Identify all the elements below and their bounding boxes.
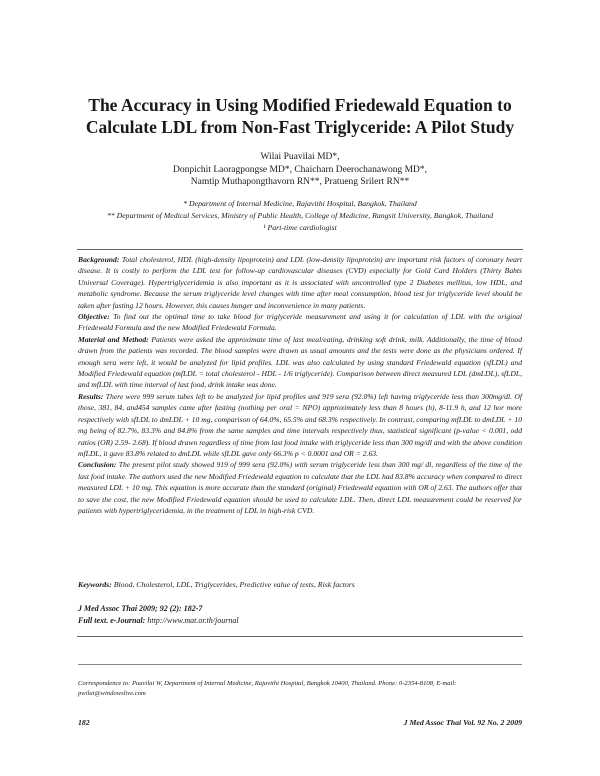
objective-label: Objective: — [78, 312, 110, 322]
objective-text: To find out the optimal time to take blood for triglyceride measurement and using it for calculation of LDL with the original Friedewald Formula and the new Modified Friedewald Formula. — [78, 312, 522, 333]
affiliation-3: ¹ Part-time cardiologist — [263, 223, 337, 233]
affiliation-2: ** Department of Medical Services, Ministry of Public Health, College of Medicine, Rangsit University, Bangkok, Thailand — [106, 211, 494, 221]
journal-footer: J Med Assoc Thai Vol. 92 No. 2 2009 — [403, 718, 522, 727]
fulltext-url[interactable]: http://www.mat.or.th/journal — [145, 616, 239, 625]
abstract-results — [78, 391, 522, 459]
author-line-1: Wilai Puavilai MD*, — [260, 152, 340, 162]
keywords-label: Keywords: — [78, 580, 112, 589]
abstract-objective — [78, 311, 522, 334]
abstract-conclusion — [78, 459, 522, 516]
affiliations — [60, 198, 540, 235]
correspondence-rule — [78, 664, 522, 665]
author-line-2: Donpichit Laoragpongse MD*, Chaicharn Deerochanawong MD*, — [172, 164, 428, 175]
fulltext-label: Full text. e-Journal: — [78, 616, 146, 625]
title-line-1: The Accuracy in Using Modified Friedewald Equation to — [88, 95, 512, 115]
title-line-2: Calculate LDL from Non-Fast Triglyceride: A Pilot Study — [85, 117, 515, 137]
keywords — [78, 580, 522, 589]
author-list — [60, 151, 540, 189]
fulltext-line — [78, 615, 522, 627]
keywords-text: Blood, Cholesterol, LDL, Triglycerides, Predictive value of tests, Risk factors — [111, 580, 355, 589]
background-label: Background: — [78, 255, 120, 264]
citation-rule — [77, 636, 523, 637]
background-text: Total cholesterol, HDL (high-density lipoprotein) and LDL (low-density lipoprotein) are important risk factors of coronary heart disease. It is costly to perform the LDL test for follow-up cardiovascular diseases (CVD) especially for Gold Card Holders (Thirty Bahts Universal Coverage). Hypertriglyceridemia is also important as it is associated with uncontrolled type 2 Diabetes mellitus, low HDL, and metabolic syndrome. Because the serum triglyceride level changes with time after meal consumption, blood test for triglyceride level should be taken after fasting 12 hours. However, this causes hunger and inconvenience in many patients. — [78, 255, 522, 310]
citation-line — [78, 603, 522, 615]
page-number: 182 — [78, 718, 90, 727]
author-line-3: Namtip Muthapongthavorn RN**, Pratueng Srilert RN** — [190, 177, 410, 188]
methods-label: Material and Method: — [78, 334, 149, 344]
article-title — [40, 94, 560, 138]
citation-block — [78, 603, 522, 627]
results-label: Results: — [78, 391, 104, 401]
abstract-background — [78, 254, 522, 311]
results-text: There were 999 serum tubes left to be analyzed for lipid profiles and 919 sera (92.0%) left having triglyceride less than 300mg/dl. Of those, 381, 84, and454 samples came after fasting (nothing per oral = NPO) approximately less than 8 hours (h), 8-11.9 h, and 12 hor more respectively with sfLDL to dmLDL + 10 mg, comparison of 64.0%, 65.5% and 68.3% respectively. In contrast, comparing mfLDL to dmLDL + 10 mg being of 82.7%, 83.3% and 84.8% from the same samples and time intervals respectively thus, statistical significant (p-value < 0.001, odd ratios (OR) 2.59- 2.68). If blood drawn regardless of time from last food intake with triglyceride less than 300 mg/dl and with the above condition mfLDL, it gave 83.8% related to dmLDL while sfLDL gave only 66.3% p < 0.0001 and OR = 2.63. — [78, 391, 522, 458]
citation-text: J Med Assoc Thai 2009; 92 (2): 182-7 — [78, 604, 203, 613]
abstract-top-rule — [77, 249, 523, 250]
methods-text: Patients were asked the approximate time of last meal/eating, drinking soft drink, milk. Additionally, the time of blood drawn from the patients was recorded. The blood samples were drawn as usual amounts and the tests were done as the physicians ordered. If enough sera were left, it would be analyzed for lipid profiles. LDL was also calculated by using standard Friedewald equation (sfLDL) and Modified Friedewald equation (mfLDL = total cholesterol - HDL - 1/6 triglyceride). Comparison between direct measured LDL (dmLDL), sfLDL, and mfLDL with time interval of last food, drink intake was done. — [78, 334, 522, 390]
correspondence: Correspondence to: Puavilai W, Department of Internal Medicine, Rajavithi Hospital, Bangkok 10400, Thailand. Phone: 0-2354-8108, E-mail: pwilai@windowslive.com — [78, 680, 457, 698]
conclusion-label: Conclusion: — [78, 460, 117, 470]
conclusion-text: The present pilot study showed 919 of 999 sera (92.0%) with serum triglyceride less than 300 mg/ dl, regardless of the time of the last food intake. The authors used the new Modified Friedewald equation to calculate that the LDL had 83.8% accuracy when compared to direct measured LDL + 10 mg. This equation is more accurate than the standard (original) Friedewald equation with OR of 2.63. The authors offer that to save the cost, the new Modified Friedewald equation should be used to calculate LDL. Then, direct LDL measurement could be reserved for patients with hypertriglyceridemia, in the treatment of LDL in high-risk CVD. — [78, 460, 522, 515]
affiliation-1: * Department of Internal Medicine, Rajavithi Hospital, Bangkok, Thailand — [183, 199, 417, 208]
abstract — [78, 254, 522, 516]
abstract-methods — [78, 334, 522, 391]
